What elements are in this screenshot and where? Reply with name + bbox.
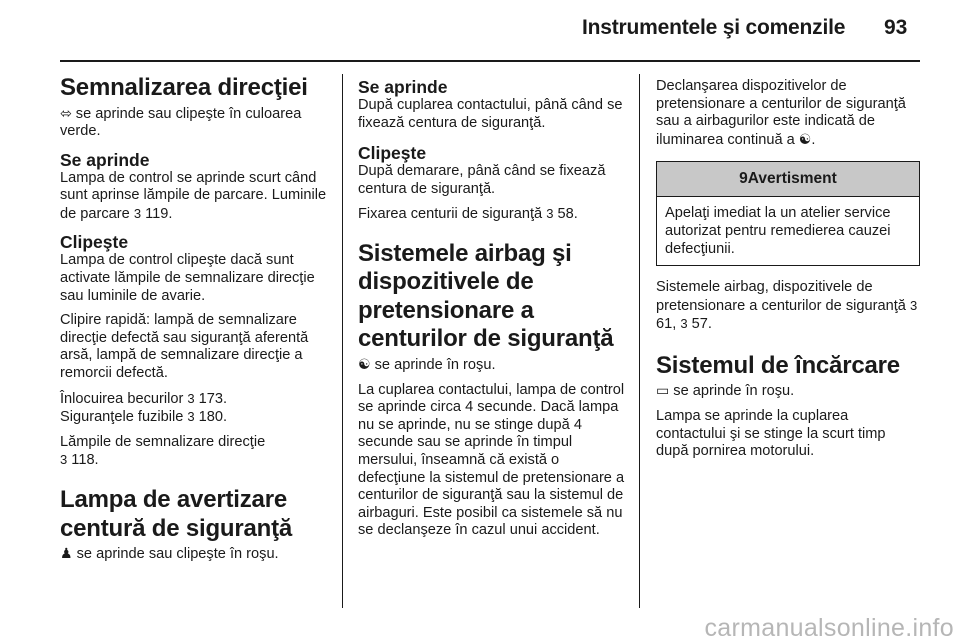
seatbelt-icon: ♟ [60, 545, 73, 561]
heading-airbag-systems: Sistemele airbag şi dispozitivele de pretensionare a centurilor de siguranţă [358, 239, 614, 353]
turn-signal-icon: ⬄ [60, 104, 72, 121]
charging-body-text: Lampa se aprinde la cuplarea contactului şi se stinge la scurt timp după pornirea motorului. [656, 408, 886, 460]
page-number: 93 [884, 16, 908, 39]
column-2 [358, 74, 630, 547]
xref-arrow-icon: 3 [546, 206, 554, 222]
watermark: carmanualsonline.info [704, 614, 954, 642]
turn-signal-text: ⬄ se aprinde sau clipeşte în culoarea verde. [60, 104, 302, 140]
column-1 [60, 74, 332, 571]
header-rule [60, 60, 920, 62]
subheading-flash: Clipeşte [358, 143, 427, 164]
fasten-seatbelt-ref: Fixarea centurii de siguranţă 3 58. [358, 206, 578, 223]
warning-title: Avertisment [747, 170, 837, 188]
charging-lamp-text: ▭ se aprinde în roşu. [656, 382, 795, 400]
seatbelt-text: ♟ se aprinde sau clipeşte în roşu. [60, 545, 279, 562]
subheading-flash: Clipeşte [60, 232, 129, 253]
lit-text: Lampa de control se aprinde scurt când sunt aprinse lămpile de parcare. Luminile de parcare 3 119. [60, 169, 327, 222]
xref-arrow-icon: 3 [187, 409, 195, 425]
airbag-body-text: La cuplarea contactului, lampa de control se aprinde circa 4 secunde. Dacă lampa nu se aprinde, nu se stinge după 4 secunde sau se aprinde în timpul mersului, înseamnă că există o defecţiune la sistemul de pretensionare a centurilor de siguranţă sau la sistemul de airbaguri. Este posibil ca sistemele să nu se declanşeze în cazul unui accident. [358, 381, 625, 539]
xref-arrow-icon: 3 [680, 316, 688, 332]
battery-icon: ▭ [656, 382, 670, 399]
subheading-lit: Se aprinde [60, 149, 150, 170]
xref-arrow-icon: 3 [133, 205, 142, 221]
deployment-text: Declanşarea dispozitivelor de pretensionare a centurilor de siguranţă sau a airbagurilor este indicată de iluminarea continuă a ☯. [656, 78, 906, 148]
subheading-lit: Se aprinde [358, 77, 448, 97]
airbag-lamp-text: ☯ se aprinde în roşu. [358, 355, 496, 373]
warning-body: Apelaţi imediat la un atelier service autorizat pentru remedierea cauzei defecţiunii. [665, 205, 891, 257]
xref-arrow-icon: 3 [60, 452, 68, 468]
xref-arrow-icon: 3 [187, 390, 195, 406]
column-3 [656, 74, 920, 468]
systems-refs: Sistemele airbag, dispozitivele de pretensionare a centurilor de siguranţă 3 61, 3 57. [656, 279, 918, 333]
flash-text: Lampa de control clipeşte dacă sunt activate lămpile de semnalizare direcţie sau luminile de avarie. [60, 252, 315, 304]
flash-text: După demarare, până când se fixează centura de siguranţă. [358, 163, 606, 197]
page-header-title: Instrumentele şi comenzile [582, 16, 846, 39]
xref-arrow-icon: 3 [909, 297, 918, 313]
rapid-flash-text: Clipire rapidă: lampă de semnalizare direcţie defectă sau siguranţă aferentă arsă, lampă de semnalizare direcţie a remorcii defectă. [60, 312, 309, 382]
warning-triangle-icon: 9 [739, 170, 748, 188]
warning-box [656, 161, 920, 266]
column-divider-1 [342, 74, 343, 608]
airbag-icon: ☯ [358, 355, 371, 372]
airbag-icon: ☯ [798, 130, 812, 147]
column-divider-2 [639, 74, 640, 608]
heading-charging-system: Sistemul de încărcare [656, 351, 900, 379]
lit-text: După cuplarea contactului, până când se fixează centura de siguranţă. [358, 97, 623, 131]
bulbs-fuses-refs: Înlocuirea becurilor 3 173. Siguranţele fuzibile 3 180. [60, 390, 228, 426]
warning-header [657, 162, 919, 197]
heading-turn-signal: Semnalizarea direcţiei [60, 74, 308, 101]
signal-lamps-ref: Lămpile de semnalizare direcţie 3 118. [60, 433, 266, 469]
heading-seatbelt-warning: Lampa de avertizare centură de siguranţă [60, 486, 293, 542]
